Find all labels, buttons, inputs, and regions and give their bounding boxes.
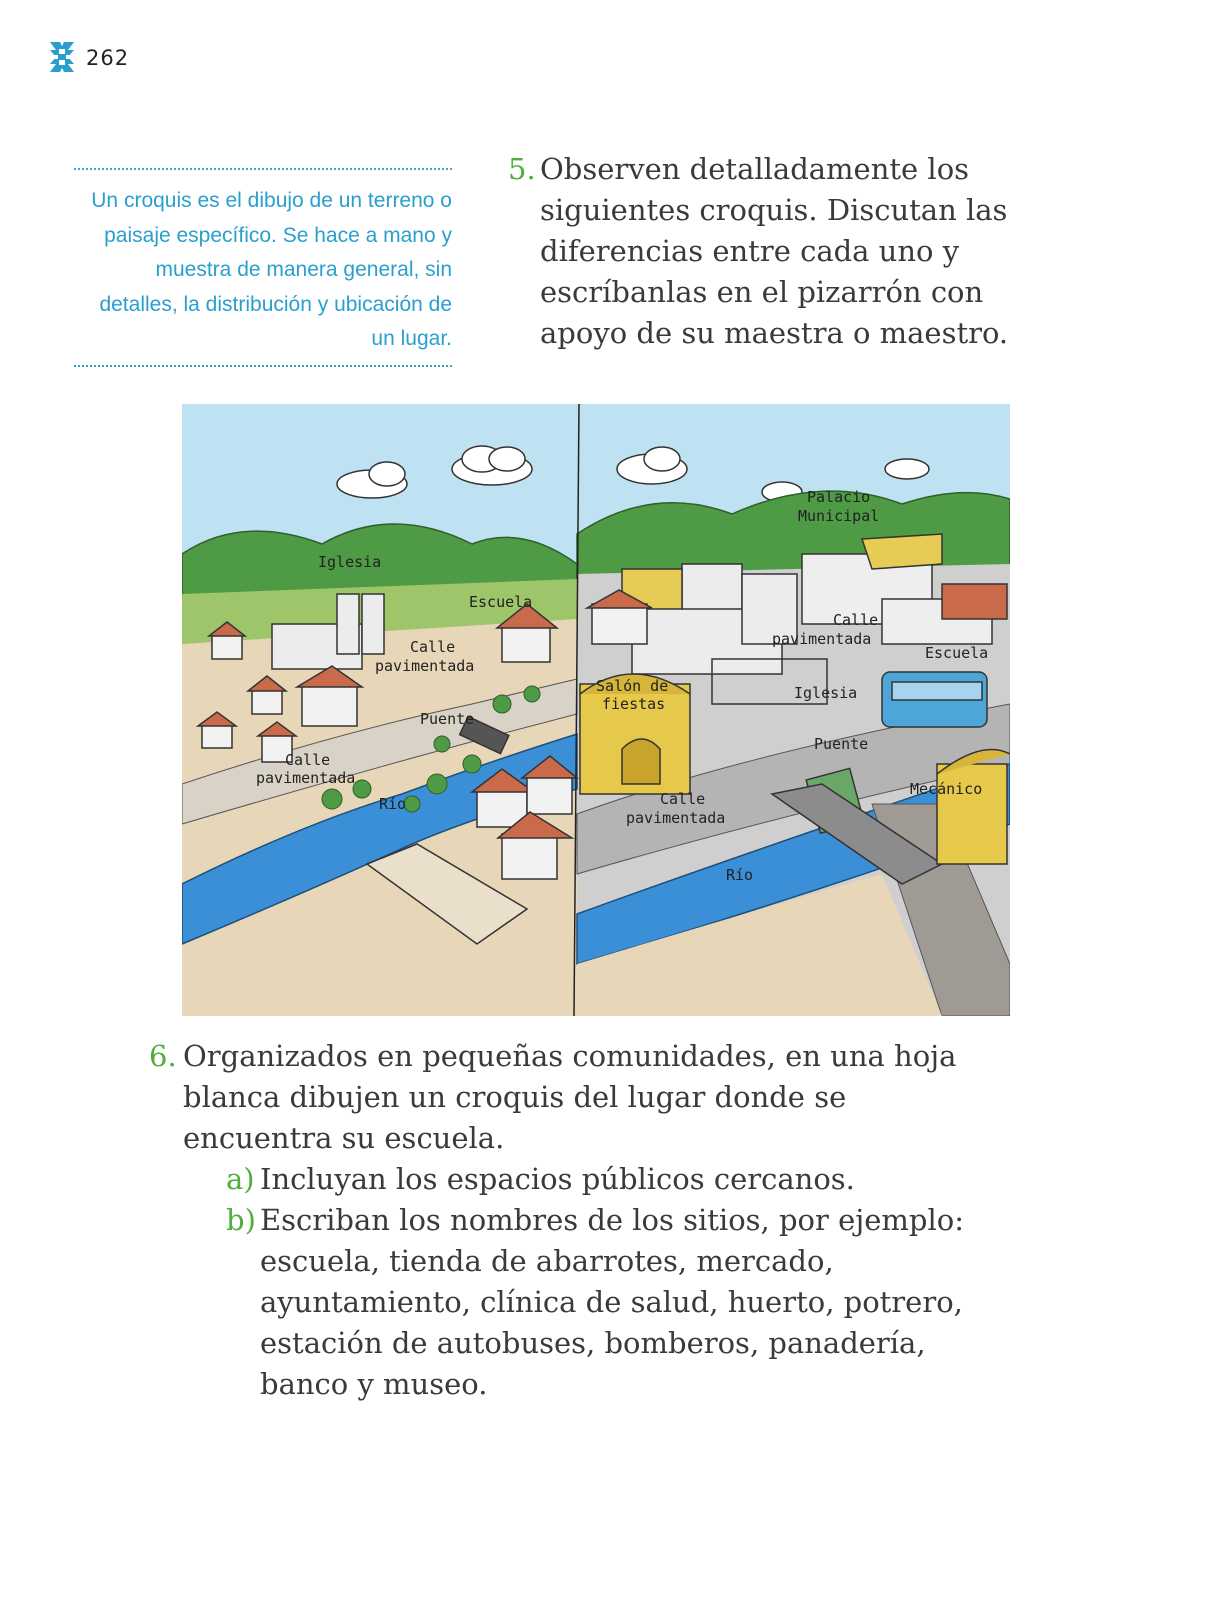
- item-letter: b): [226, 1203, 256, 1237]
- label-calle1a-right: Calle: [833, 611, 879, 629]
- label-calle1a-left: Calle: [410, 638, 456, 656]
- label-calle2b-left: pavimentada: [256, 769, 356, 787]
- activity-5: [508, 149, 1060, 354]
- activity-text: Organizados en pequeñas comunidades, en una hoja blanca dibujen un croquis del lugar donde se encuentra su escuela.: [183, 1039, 957, 1155]
- label-calle1b-right: pavimentada: [772, 630, 872, 648]
- activity-text: Observen detalladamente los siguientes croquis. Discutan las diferencias entre cada uno y escríbanlas en el pizarrón con apoyo de su maestra o maestro.: [540, 152, 1009, 350]
- label-iglesia-right: Iglesia: [794, 684, 858, 702]
- label-calle2a-left: Calle: [285, 751, 331, 769]
- label-rio-right: Río: [726, 866, 754, 884]
- label-puente-left: Puente: [420, 710, 475, 728]
- activity-number: 6.: [149, 1039, 177, 1073]
- label-puente-right: Puente: [814, 735, 869, 753]
- activity-number: 5.: [508, 152, 536, 186]
- label-palacio-b: Municipal: [798, 507, 880, 525]
- label-palacio-a: Palacio: [807, 488, 871, 506]
- label-salon-b: fiestas: [602, 695, 666, 713]
- label-escuela-left: Escuela: [469, 593, 533, 611]
- label-salon-a: Salón de: [596, 677, 669, 695]
- definition-box: Un croquis es el dibujo de un terreno o paisaje específico. Se hace a mano y muestra de manera general, sin detalles, la distribución y ubicación de un lugar.: [74, 168, 452, 367]
- label-calle2a-right: Calle: [660, 790, 706, 808]
- item-letter: a): [226, 1162, 255, 1196]
- item-text: Escriban los nombres de los sitios, por ejemplo: escuela, tienda de abarrotes, mercado, ayuntamiento, clínica de salud, huerto, potrero, estación de autobuses, bomberos, panadería, banco y museo.: [260, 1203, 964, 1401]
- croquis-drawing: [182, 404, 1010, 1016]
- label-calle1b-left: pavimentada: [375, 657, 475, 675]
- croquis-illustration: [182, 404, 1010, 1016]
- activity-6: [149, 1036, 1003, 1159]
- label-iglesia-left: Iglesia: [318, 553, 382, 571]
- activity-6-item-b: [226, 1200, 980, 1405]
- label-mecanico: Mecánico: [910, 780, 983, 798]
- sep-knot-icon: [48, 40, 76, 74]
- page-number: 262: [86, 46, 130, 70]
- activity-6-item-a: [226, 1159, 980, 1200]
- label-rio-left: Río: [379, 795, 407, 813]
- label-escuela-right: Escuela: [925, 644, 989, 662]
- item-text: Incluyan los espacios públicos cercanos.: [260, 1162, 855, 1196]
- label-calle2b-right: pavimentada: [626, 809, 726, 827]
